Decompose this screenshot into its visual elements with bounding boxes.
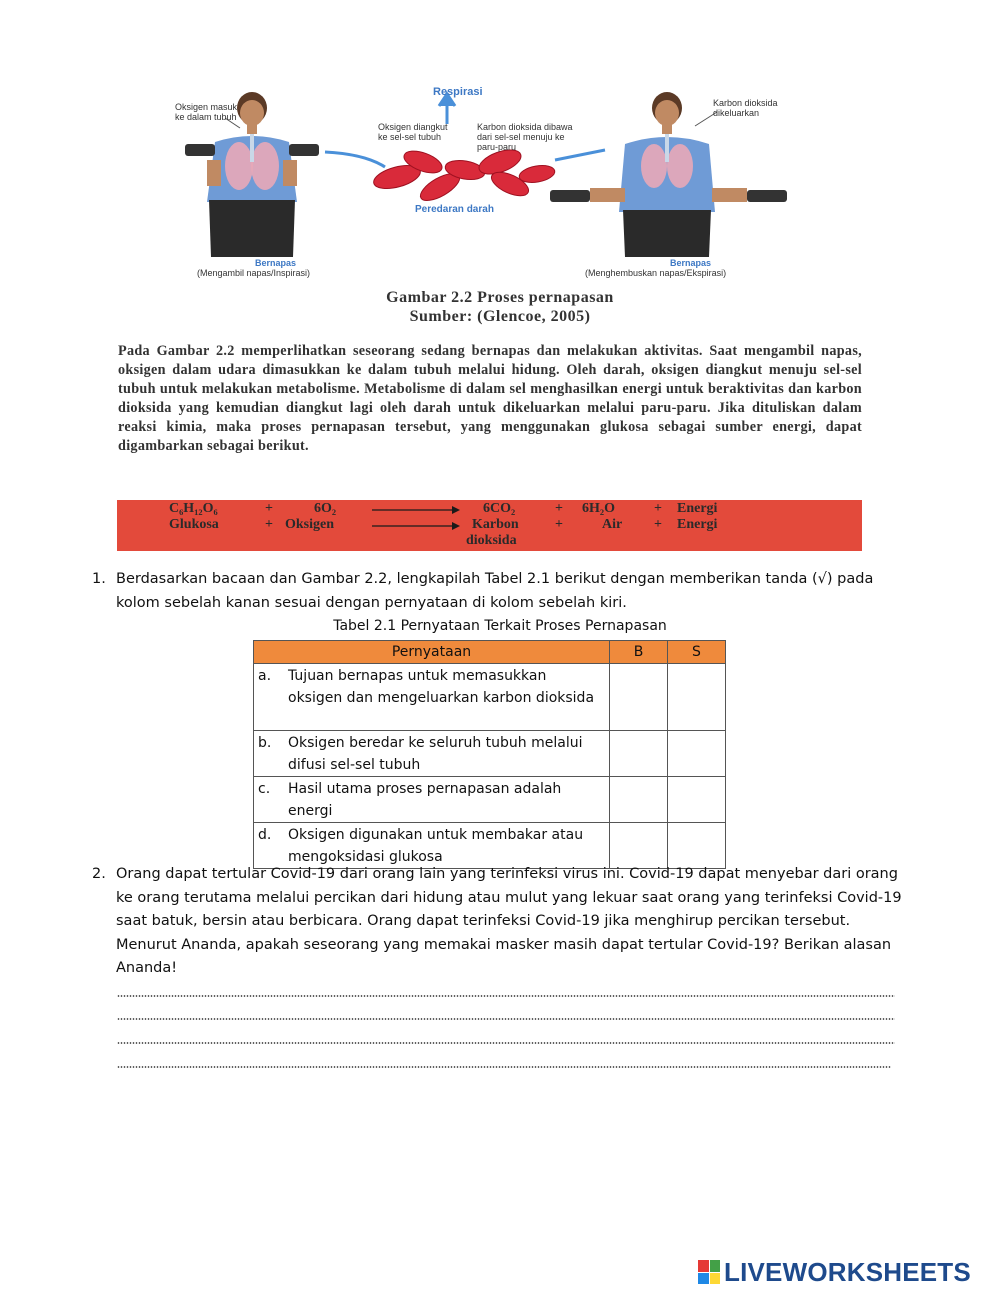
reaction-arrows [372,506,460,536]
row-letter: b. [258,735,272,751]
liveworksheets-logo [698,1257,971,1287]
answer-line[interactable] [117,1042,895,1044]
table-header-row [254,641,726,664]
reading-paragraph: Pada Gambar 2.2 memperlihatkan seseorang sedang bernapas dan melakukan aktivitas. Saat mengambil napas, oksigen dalam udara dimasukkan ke dalam tubuh melalui hidung. Oleh darah, oksigen diangkut menuju sel-sel tubuh untuk melakukan metabolisme. Metabolisme di dalam sel menghasilkan energi untuk beraktivitas dan karbon dioksida yang kemudian diangkut lagi oleh darah untuk dikeluarkan melalui paru-paru. Jika dituliskan dalam reaksi kimia, maka proses pernapasan tersebut, yang menggunakan glukosa sebagai sumber energi, dapat digambarkan sebagai berikut. [118,343,862,455]
plus-sign: + [555,517,563,532]
co2-formula: 6CO₂ [483,501,516,516]
check-cell-s[interactable] [668,823,726,869]
oxygen-name: Oksigen [285,517,335,532]
figure-source: Sumber: (Glencoe, 2005) [409,308,591,325]
row-letter: a. [258,668,272,684]
check-cell-b[interactable] [610,664,668,731]
inhale-subtitle: (Mengambil napas/Inspirasi) [197,268,311,278]
respiration-illustration [165,82,805,282]
reaction-box [117,500,862,551]
check-cell-b[interactable] [610,823,668,869]
check-cell-b[interactable] [610,777,668,823]
check-cell-s[interactable] [668,731,726,777]
row-letter: c. [258,781,271,797]
energy-label: Energi [677,501,718,516]
row-statement: Hasil utama proses pernapasan adalah energi [288,781,562,819]
row-letter: d. [258,827,272,843]
respiration-title: Respirasi [433,86,483,98]
glucose-name: Glukosa [169,517,219,532]
water-name: Air [602,517,623,532]
red-blood-cells [371,145,556,206]
oxygen-transport-label: Oksigen diangkut ke sel-sel tubuh [378,122,448,142]
plus-sign: + [555,501,563,516]
logo-text: LIVEWORKSHEETS [724,1256,971,1287]
inhale-title: Bernapas [255,258,297,268]
table-caption: Tabel 2.1 Pernyataan Terkait Proses Pernapasan [333,618,667,634]
check-cell-s[interactable] [668,777,726,823]
row-statement: Tujuan bernapas untuk memasukkan oksigen dan mengeluarkan karbon dioksida [288,668,595,706]
figure-caption: Gambar 2.2 Proses pernapasan [386,289,614,306]
table-row [254,777,726,823]
plus-sign: + [265,517,273,532]
water-formula: 6H₂O [582,501,615,516]
row-statement: Oksigen digunakan untuk membakar atau mengoksidasi glukosa [288,827,584,865]
oxygen-formula: 6O₂ [314,501,337,516]
carbon-name: Karbon [472,517,519,532]
dioxide-name: dioksida [466,533,517,548]
co2-transport-label: Karbon dioksida dibawa dari sel-sel menuju ke paru-paru [477,122,573,152]
plus-sign: + [654,501,662,516]
table-row [254,823,726,869]
check-cell-b[interactable] [610,731,668,777]
respiration-figure [165,82,805,282]
answer-line[interactable] [117,995,895,997]
row-statement: Oksigen beredar ke seluruh tubuh melalui difusi sel-sel tubuh [288,735,583,773]
header-statement: Pernyataan [254,641,610,664]
plus-sign: + [654,517,662,532]
header-true: B [610,641,668,664]
logo-icon [698,1260,720,1284]
answer-line[interactable] [117,1066,891,1068]
question-1-number: 1. [92,571,106,587]
question-2-text: Orang dapat tertular Covid-19 dari orang lain yang terinfeksi virus ini. Covid-19 dapat menyebar dari orang ke orang terutama melalui percikan dari hidung atau mulut yang lekuar saat orang yang terinfeksi Covid-19 saat batuk, bersin atau berbicara. Orang dapat terinfeksi Covid-19 jika menghirup percikan tersebut. Menurut Ananda, apakah seseorang yang memakai masker masih dapat tertular Covid-19? Berikan alasan Ananda! [116,866,902,976]
question-2-number: 2. [92,866,106,882]
table-row [254,664,726,731]
co2-out-label: Karbon dioksida dikeluarkan [713,98,778,118]
energy-name: Energi [677,517,718,532]
answer-line[interactable] [117,1018,895,1020]
plus-sign: + [265,501,273,516]
statement-table [253,640,726,869]
question-1-text: Berdasarkan bacaan dan Gambar 2.2, lengkapilah Tabel 2.1 berikut dengan memberikan tanda (√) pada kolom sebelah kanan sesuai dengan pernyataan di kolom sebelah kiri. [116,571,874,611]
circulation-label: Peredaran darah [415,204,494,215]
oxygen-in-label: Oksigen masuk ke dalam tubuh [175,102,238,122]
table-row [254,731,726,777]
header-false: S [668,641,726,664]
check-cell-s[interactable] [668,664,726,731]
exhale-title: Bernapas [670,258,712,268]
glucose-formula: C₆H₁₂O₆ [169,501,218,516]
exhale-subtitle: (Menghembuskan napas/Ekspirasi) [585,268,727,278]
